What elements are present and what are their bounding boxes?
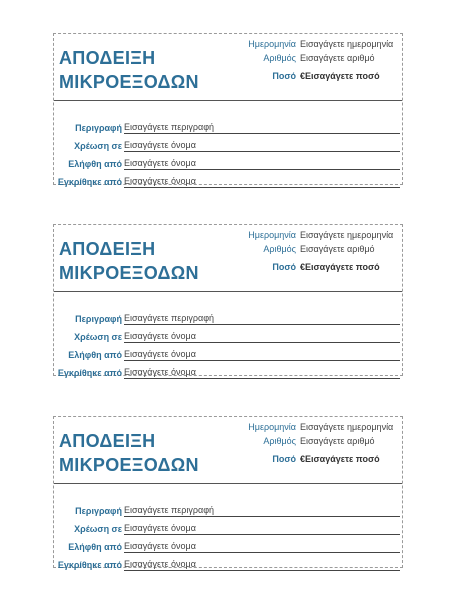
amount-field[interactable]: €Εισαγάγετε ποσό [300,454,380,464]
amount-field[interactable]: €Εισαγάγετε ποσό [300,71,380,81]
receipt-title-line1: ΑΠΟΔΕΙΞΗ [59,431,156,451]
number-field[interactable]: Εισαγάγετε αριθμό [300,53,375,63]
charged-to-row [54,517,402,535]
receipt-meta [234,228,400,274]
receipt-title [59,237,199,285]
description-field[interactable]: Εισαγάγετε περιγραφή [124,505,400,517]
description-label: Περιγραφή [75,123,122,133]
description-field[interactable]: Εισαγάγετε περιγραφή [124,313,400,325]
amount-field[interactable]: €Εισαγάγετε ποσό [300,262,380,272]
description-label: Περιγραφή [75,506,122,516]
date-label: Ημερομηνία [248,230,296,240]
receipt-fields [54,499,402,571]
number-row [234,434,400,448]
number-row [234,51,400,65]
receipt-title-line2: ΜΙΚΡΟΕΞΟΔΩΝ [59,455,199,475]
approved-by-row [54,553,402,571]
date-row [234,37,400,51]
description-row [54,307,402,325]
charged-to-label: Χρέωση σε [74,141,122,151]
charged-to-field[interactable]: Εισαγάγετε όνομα [124,523,400,535]
approved-by-field[interactable]: Εισαγάγετε όνομα [124,559,400,571]
approved-by-label: Εγκρίθηκε από [57,560,122,570]
receipt-title-line2: ΜΙΚΡΟΕΞΟΔΩΝ [59,72,199,92]
amount-label: Ποσό [272,454,296,464]
description-label: Περιγραφή [75,314,122,324]
amount-row [234,69,400,83]
header-divider [54,100,402,101]
date-label: Ημερομηνία [248,422,296,432]
receipt-title [59,46,199,94]
receipt-title [59,429,199,477]
header-divider [54,291,402,292]
number-label: Αριθμός [263,244,296,254]
received-by-row [54,152,402,170]
received-by-field[interactable]: Εισαγάγετε όνομα [124,158,400,170]
charged-to-field[interactable]: Εισαγάγετε όνομα [124,331,400,343]
description-field[interactable]: Εισαγάγετε περιγραφή [124,122,400,134]
received-by-label: Ελήφθη από [68,542,122,552]
approved-by-label: Εγκρίθηκε από [57,368,122,378]
charged-to-field[interactable]: Εισαγάγετε όνομα [124,140,400,152]
received-by-field[interactable]: Εισαγάγετε όνομα [124,349,400,361]
date-field[interactable]: Εισαγάγετε ημερομηνία [300,39,394,49]
receipt-title-line2: ΜΙΚΡΟΕΞΟΔΩΝ [59,263,199,283]
approved-by-row [54,170,402,188]
date-row [234,228,400,242]
amount-label: Ποσό [272,262,296,272]
amount-row [234,452,400,466]
received-by-row [54,343,402,361]
number-label: Αριθμός [263,53,296,63]
petty-cash-receipt-2 [53,224,403,376]
charged-to-label: Χρέωση σε [74,524,122,534]
receipt-title-line1: ΑΠΟΔΕΙΞΗ [59,239,156,259]
amount-label: Ποσό [272,71,296,81]
petty-cash-receipt-3 [53,416,403,568]
approved-by-field[interactable]: Εισαγάγετε όνομα [124,367,400,379]
date-label: Ημερομηνία [248,39,296,49]
number-row [234,242,400,256]
amount-row [234,260,400,274]
receipt-title-line1: ΑΠΟΔΕΙΞΗ [59,48,156,68]
received-by-label: Ελήφθη από [68,350,122,360]
number-field[interactable]: Εισαγάγετε αριθμό [300,436,375,446]
description-row [54,499,402,517]
approved-by-row [54,361,402,379]
date-row [234,420,400,434]
receipt-fields [54,307,402,379]
header-divider [54,483,402,484]
date-field[interactable]: Εισαγάγετε ημερομηνία [300,422,394,432]
charged-to-row [54,325,402,343]
received-by-row [54,535,402,553]
receipt-meta [234,37,400,83]
charged-to-row [54,134,402,152]
receipt-fields [54,116,402,188]
number-label: Αριθμός [263,436,296,446]
received-by-field[interactable]: Εισαγάγετε όνομα [124,541,400,553]
received-by-label: Ελήφθη από [68,159,122,169]
number-field[interactable]: Εισαγάγετε αριθμό [300,244,375,254]
receipt-meta [234,420,400,466]
approved-by-field[interactable]: Εισαγάγετε όνομα [124,176,400,188]
charged-to-label: Χρέωση σε [74,332,122,342]
approved-by-label: Εγκρίθηκε από [57,177,122,187]
date-field[interactable]: Εισαγάγετε ημερομηνία [300,230,394,240]
description-row [54,116,402,134]
petty-cash-receipt-1 [53,33,403,185]
